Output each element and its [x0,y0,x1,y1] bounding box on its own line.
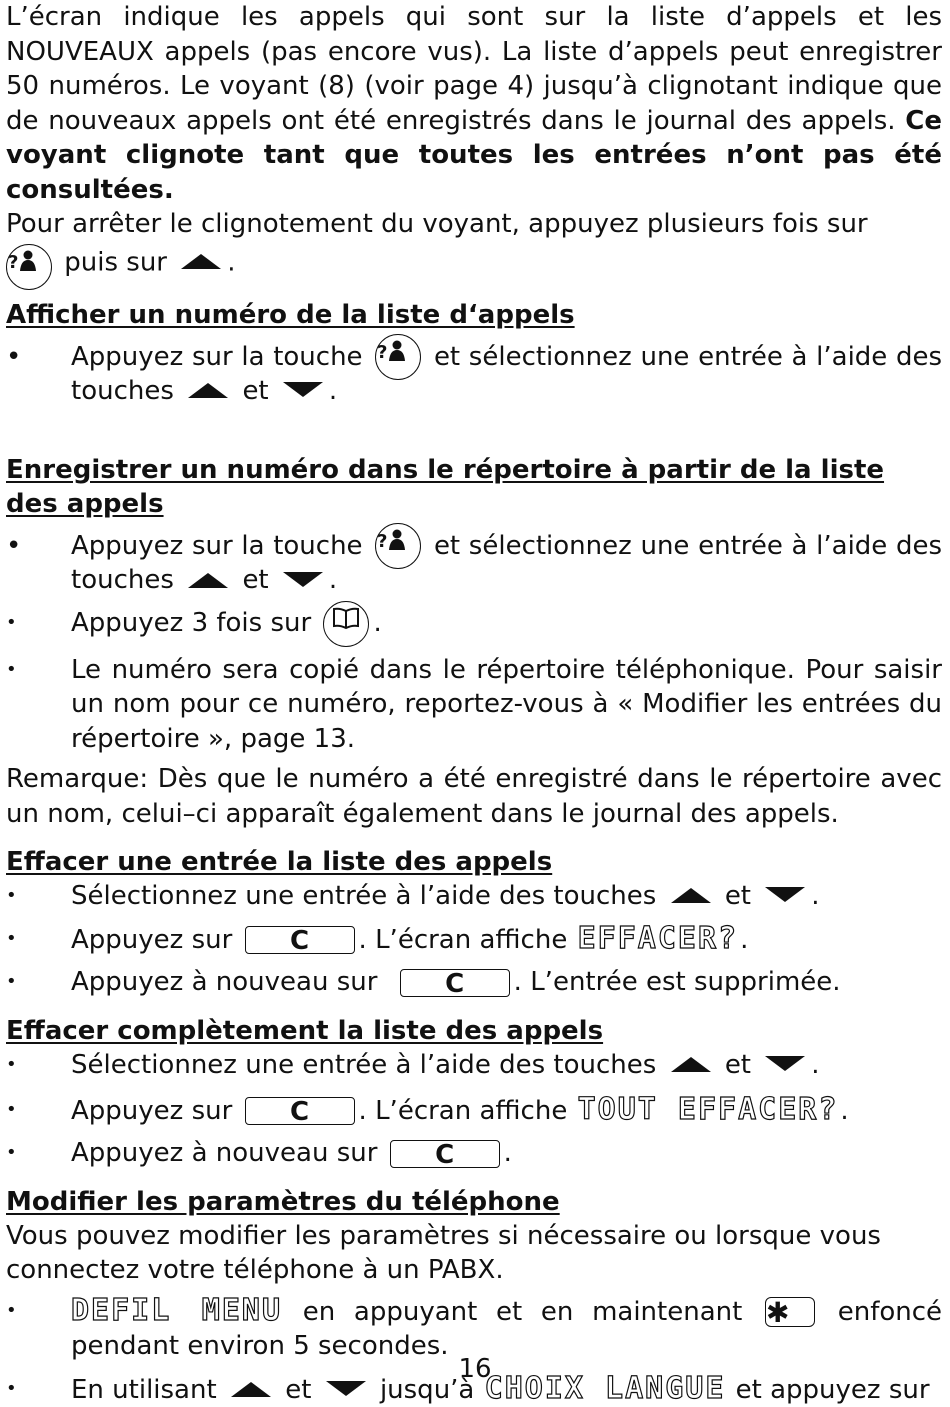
period: . [373,608,381,638]
svg-text:?: ? [377,342,387,363]
call-list-key-icon [375,334,421,380]
item-text: en appuyant et en maintenant [303,1297,743,1327]
intro-bold-text: Ce voyant clignote tant que toutes les entrées n’ont pas été consultées. [6,106,942,205]
item-text: . L’écran affiche [359,925,568,955]
c-key-icon: C [390,1140,500,1168]
down-arrow-icon [763,879,807,914]
list-item [6,606,942,641]
up-arrow-icon [179,245,223,280]
list-item [6,922,942,958]
bullet: • [6,1093,26,1128]
period: . [329,565,337,595]
intro-paragraph [6,0,942,207]
section-title-save-number: Enregistrer un numéro dans le répertoire à partir de la liste des appels [6,453,942,521]
item-text: Appuyez sur la touche [71,342,363,372]
down-arrow-icon [763,1048,807,1083]
item-text: Sélectionnez une entrée à l’aide des touches [71,881,656,911]
lcd-display-text: DEFIL MENU [71,1293,282,1328]
intro-text: L’écran indique les appels qui sont sur la liste d’appels et les NOUVEAUX appels (pas encore vus). La liste d’appels peut enregistrer 50 numéros. Le voyant (8) (voir page 4) jusqu’à clignotant indique que de nouveaux appels ont été enregistrés dans le journal des appels. [6,2,942,136]
item-text: et [242,565,268,595]
item-text: et sélectionnez une entrée à l’aide des touches [71,531,942,596]
item-text: Appuyez 3 fois sur [71,608,311,638]
c-key-icon: C [400,969,510,997]
item-text: et sélectionnez une entrée à l’aide des touches [71,342,942,407]
item-text: jusqu’à [380,1375,474,1405]
period: . [811,881,819,911]
up-arrow-icon [669,1048,713,1083]
period: . [811,1050,819,1080]
down-arrow-icon [281,564,325,599]
list-item [6,529,942,598]
period: . [840,1096,848,1126]
period: . [227,247,235,277]
bullet: • [6,606,26,641]
item-text: Appuyez à nouveau sur [71,967,377,997]
bullet: • [6,879,26,914]
up-arrow-icon [669,879,713,914]
page [6,0,942,1407]
item-text: Sélectionnez une entrée à l’aide des touches [71,1050,656,1080]
list-item [6,1136,942,1171]
list-item [6,653,942,757]
list-item [6,1048,942,1083]
c-key-icon: C [245,1097,355,1125]
item-text: . L’écran affiche [359,1096,568,1126]
lcd-display-text: TOUT EFFACER? [578,1092,839,1127]
star-key-icon: ✱ [765,1297,815,1327]
item-text: et [285,1375,311,1405]
lcd-display-text: EFFACER? [578,921,739,956]
call-list-key-icon [375,523,421,569]
item-text: et [242,376,268,406]
item-text: et [725,1050,751,1080]
period: . [740,925,748,955]
item-text: Appuyez sur [71,1096,232,1126]
bullet: • [6,340,26,375]
period: . [504,1138,512,1168]
item-text: En utilisant [71,1375,217,1405]
bullet: • [6,1136,26,1171]
item-text: Le numéro sera copié dans le répertoire téléphonique. Pour saisir un nom pour ce numéro, reportez-vous à « Modifier les entrées du répertoire », page 13. [71,655,942,754]
list-item [6,879,942,914]
period: . [329,376,337,406]
bullet: • [6,529,26,564]
item-text: . L’entrée est supprimée. [514,967,841,997]
page-number: 16 [0,1352,950,1386]
section-title-delete-entry: Effacer une entrée la liste des appels [6,845,942,879]
bullet: • [6,922,26,957]
down-arrow-icon [281,374,325,409]
stop-blink-paragraph [6,207,942,284]
then-text: puis sur [64,247,167,277]
item-text: Appuyez à nouveau sur [71,1138,377,1168]
bullet: • [6,653,26,688]
svg-text:?: ? [377,531,387,552]
stop-blink-text: Pour arrêter le clignotement du voyant, appuyez plusieurs fois sur [6,209,868,239]
call-list-key-icon [6,244,52,290]
lcd-display-text: CHOIX LANGUE [485,1371,726,1406]
section-title-phone-settings: Modifier les paramètres du téléphone [6,1185,942,1219]
bullet: • [6,1048,26,1083]
item-text: Appuyez sur la touche [71,531,363,561]
bullet: • [6,1294,26,1329]
up-arrow-icon [186,564,230,599]
list-item [6,1093,942,1129]
item-text: Appuyez sur [71,925,232,955]
phonebook-key-icon [323,601,369,647]
item-text: enfoncé pendant environ 5 secondes. [71,1297,942,1362]
bullet: • [6,965,26,1000]
bullet: • [6,1372,26,1407]
svg-text:?: ? [8,252,18,273]
settings-paragraph: Vous pouvez modifier les paramètres si nécessaire ou lorsque vous connectez votre téléphone à un PABX. [6,1219,942,1288]
list-item [6,965,942,1000]
c-key-icon: C [245,926,355,954]
section-title-display-number: Afficher un numéro de la liste d‘appels [6,298,942,332]
list-item [6,340,942,409]
up-arrow-icon [186,374,230,409]
remark-paragraph: Remarque: Dès que le numéro a été enregistré dans le répertoire avec un nom, celui–ci apparaît également dans le journal des appels. [6,762,942,831]
item-text: et [725,881,751,911]
section-title-clear-list: Effacer complètement la liste des appels [6,1014,942,1048]
item-text: et appuyez sur [736,1375,930,1405]
